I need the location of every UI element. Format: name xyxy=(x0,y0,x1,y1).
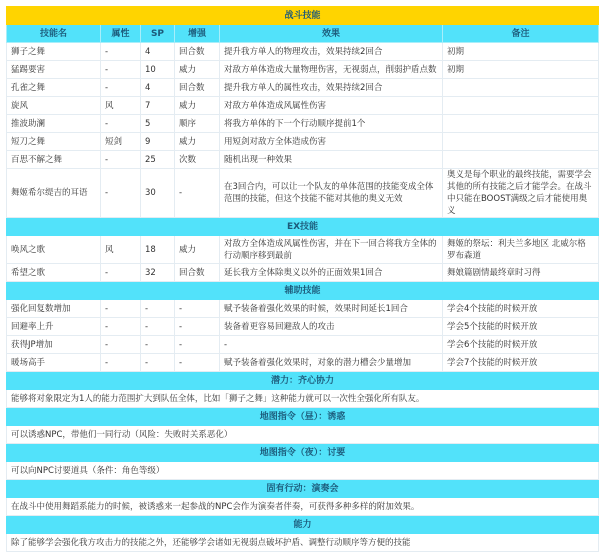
section-title: 地图指令（昼）：诱惑 xyxy=(7,408,599,426)
section-header-ex xyxy=(7,218,599,236)
skill-boost: 威力 xyxy=(175,133,220,151)
skill-attr: - xyxy=(101,300,141,318)
section-text-row xyxy=(7,498,599,516)
skill-attr: - xyxy=(101,79,141,97)
section-text-row xyxy=(7,390,599,408)
skill-boost: - xyxy=(175,300,220,318)
col-header-boost: 增强 xyxy=(175,25,220,43)
skill-sp: - xyxy=(141,300,175,318)
table-row xyxy=(7,133,599,151)
skill-attr: 风 xyxy=(101,97,141,115)
table-row xyxy=(7,354,599,372)
skill-note: 初期 xyxy=(443,61,599,79)
table-row xyxy=(7,115,599,133)
section-text: 可以向NPC讨要道具（条件：角色等级） xyxy=(7,462,599,480)
skill-sp: 9 xyxy=(141,133,175,151)
section-text-row xyxy=(7,426,599,444)
skill-name: 舞姬希尔缇吉的耳语 xyxy=(7,169,101,218)
skill-note: 舞娘篇剧情最终章时习得 xyxy=(443,264,599,282)
skill-sp: 18 xyxy=(141,236,175,264)
skill-boost: 威力 xyxy=(175,236,220,264)
skill-name: 暖场高手 xyxy=(7,354,101,372)
skill-name: 猛踢要害 xyxy=(7,61,101,79)
skill-sp: 10 xyxy=(141,61,175,79)
section-title: EX技能 xyxy=(7,218,599,236)
skill-attr: - xyxy=(101,264,141,282)
section-title: 辅助技能 xyxy=(7,282,599,300)
header-row xyxy=(7,25,599,43)
skill-name: 推波助澜 xyxy=(7,115,101,133)
table-row xyxy=(7,236,599,264)
skill-sp: 4 xyxy=(141,79,175,97)
skill-attr: - xyxy=(101,115,141,133)
skill-name: 狮子之舞 xyxy=(7,43,101,61)
table-row xyxy=(7,336,599,354)
skill-name: 旋风 xyxy=(7,97,101,115)
table-row xyxy=(7,151,599,169)
table-row xyxy=(7,169,599,218)
skill-sp: 7 xyxy=(141,97,175,115)
table-row xyxy=(7,300,599,318)
skill-boost: - xyxy=(175,354,220,372)
section-text: 在战斗中使用舞蹈系能力的时候，被诱惑来一起参战的NPC会作为演奏者伴奏，可获得多种多样的附加效果。 xyxy=(7,498,599,516)
skill-effect: 对敌方全体造成风属性伤害，并在下一回合将我方全体的行动顺序移到最前 xyxy=(220,236,443,264)
section-title: 潜力：齐心协力 xyxy=(7,372,599,390)
skill-sp: - xyxy=(141,336,175,354)
section-header-potential xyxy=(7,372,599,390)
skill-note: 奥义是每个职业的最终技能，需要学会其他的所有技能之后才能学会。在战斗中只能在BOOST满级之后才能使用奥义 xyxy=(443,169,599,218)
skill-name: 短刀之舞 xyxy=(7,133,101,151)
skill-sp: 30 xyxy=(141,169,175,218)
skill-boost: 威力 xyxy=(175,61,220,79)
skill-effect: 赋予装备着强化效果时，对象的潜力槽会少量增加 xyxy=(220,354,443,372)
skill-effect: 随机出现一种效果 xyxy=(220,151,443,169)
skill-effect: 对敌方单体造成风属性伤害 xyxy=(220,97,443,115)
skill-attr: - xyxy=(101,354,141,372)
skill-effect: - xyxy=(220,336,443,354)
skill-effect: 装备着更容易回避敌人的攻击 xyxy=(220,318,443,336)
skill-boost: 次数 xyxy=(175,151,220,169)
skill-effect: 赋予装备着强化效果的时候，效果时间延长1回合 xyxy=(220,300,443,318)
col-header-name: 技能名 xyxy=(7,25,101,43)
skill-attr: - xyxy=(101,151,141,169)
skill-boost: 威力 xyxy=(175,97,220,115)
skill-note xyxy=(443,151,599,169)
section-title: 地图指令（夜）：讨要 xyxy=(7,444,599,462)
skill-boost: 回合数 xyxy=(175,264,220,282)
skill-effect: 对敌方单体造成大量物理伤害，无视弱点，削弱护盾点数 xyxy=(220,61,443,79)
skill-sp: 4 xyxy=(141,43,175,61)
table-row xyxy=(7,318,599,336)
skill-attr: - xyxy=(101,318,141,336)
table-row xyxy=(7,43,599,61)
section-text: 除了能够学会强化我方攻击力的技能之外，还能够学会诸如无视弱点破坏护盾、调整行动顺序等方便的技能 xyxy=(7,534,599,552)
skill-sp: 5 xyxy=(141,115,175,133)
section-text: 能够将对象限定为1人的能力范围扩大到队伍全体，比如「狮子之舞」这种能力就可以一次性全强化所有队友。 xyxy=(7,390,599,408)
skill-sp: - xyxy=(141,318,175,336)
skill-attr: 风 xyxy=(101,236,141,264)
skill-name: 唤风之歌 xyxy=(7,236,101,264)
table-title: 战斗技能 xyxy=(7,7,599,25)
section-header-unique-action xyxy=(7,480,599,498)
table-row xyxy=(7,61,599,79)
section-header-map-night xyxy=(7,444,599,462)
skill-note: 学会4个技能的时候开放 xyxy=(443,300,599,318)
skill-boost: 回合数 xyxy=(175,79,220,97)
skill-effect: 用短剑对敌方全体造成伤害 xyxy=(220,133,443,151)
skill-attr: - xyxy=(101,169,141,218)
skill-name: 孔雀之舞 xyxy=(7,79,101,97)
skill-name: 获得JP增加 xyxy=(7,336,101,354)
skill-sp: - xyxy=(141,354,175,372)
section-title: 能力 xyxy=(7,516,599,534)
skill-note xyxy=(443,133,599,151)
skill-effect: 将我方单体的下一个行动顺序提前1个 xyxy=(220,115,443,133)
skill-name: 百思不解之舞 xyxy=(7,151,101,169)
title-row xyxy=(7,7,599,25)
section-text: 可以诱惑NPC，带他们一同行动（风险：失败时关系恶化） xyxy=(7,426,599,444)
skill-boost: - xyxy=(175,336,220,354)
skill-effect: 提升我方单人的属性攻击，效果持续2回合 xyxy=(220,79,443,97)
skill-boost: - xyxy=(175,318,220,336)
skill-note: 学会6个技能的时候开放 xyxy=(443,336,599,354)
skill-name: 强化回复数增加 xyxy=(7,300,101,318)
col-header-sp: SP xyxy=(141,25,175,43)
skill-note xyxy=(443,79,599,97)
skill-effect: 提升我方单人的物理攻击，效果持续2回合 xyxy=(220,43,443,61)
skill-note xyxy=(443,97,599,115)
skill-note: 学会5个技能的时候开放 xyxy=(443,318,599,336)
skill-note: 舞姬的祭坛：利夫兰多地区 北威尔格罗布森道 xyxy=(443,236,599,264)
skill-sp: 25 xyxy=(141,151,175,169)
skill-effect: 在3回合内，可以让一个队友的单体范围的技能变成全体范围的技能，但这个技能不能对其他的奥义无效 xyxy=(220,169,443,218)
col-header-attr: 属性 xyxy=(101,25,141,43)
skill-sp: 32 xyxy=(141,264,175,282)
skills-table xyxy=(6,6,599,552)
section-text-row xyxy=(7,534,599,552)
skill-effect: 延长我方全体除奥义以外的正面效果1回合 xyxy=(220,264,443,282)
section-header-map-day xyxy=(7,408,599,426)
section-header-support xyxy=(7,282,599,300)
col-header-effect: 效果 xyxy=(220,25,443,43)
table-row xyxy=(7,79,599,97)
skill-boost: 顺序 xyxy=(175,115,220,133)
skill-boost: - xyxy=(175,169,220,218)
section-header-ability xyxy=(7,516,599,534)
skill-attr: - xyxy=(101,43,141,61)
skill-note: 初期 xyxy=(443,43,599,61)
skill-note xyxy=(443,115,599,133)
table-row xyxy=(7,97,599,115)
section-text-row xyxy=(7,462,599,480)
col-header-note: 备注 xyxy=(443,25,599,43)
skill-boost: 回合数 xyxy=(175,43,220,61)
table-row xyxy=(7,264,599,282)
skill-attr: - xyxy=(101,336,141,354)
skill-note: 学会7个技能的时候开放 xyxy=(443,354,599,372)
skill-attr: 短剑 xyxy=(101,133,141,151)
skill-attr: - xyxy=(101,61,141,79)
section-title: 固有行动：演奏会 xyxy=(7,480,599,498)
skill-name: 希望之歌 xyxy=(7,264,101,282)
skill-name: 回避率上升 xyxy=(7,318,101,336)
